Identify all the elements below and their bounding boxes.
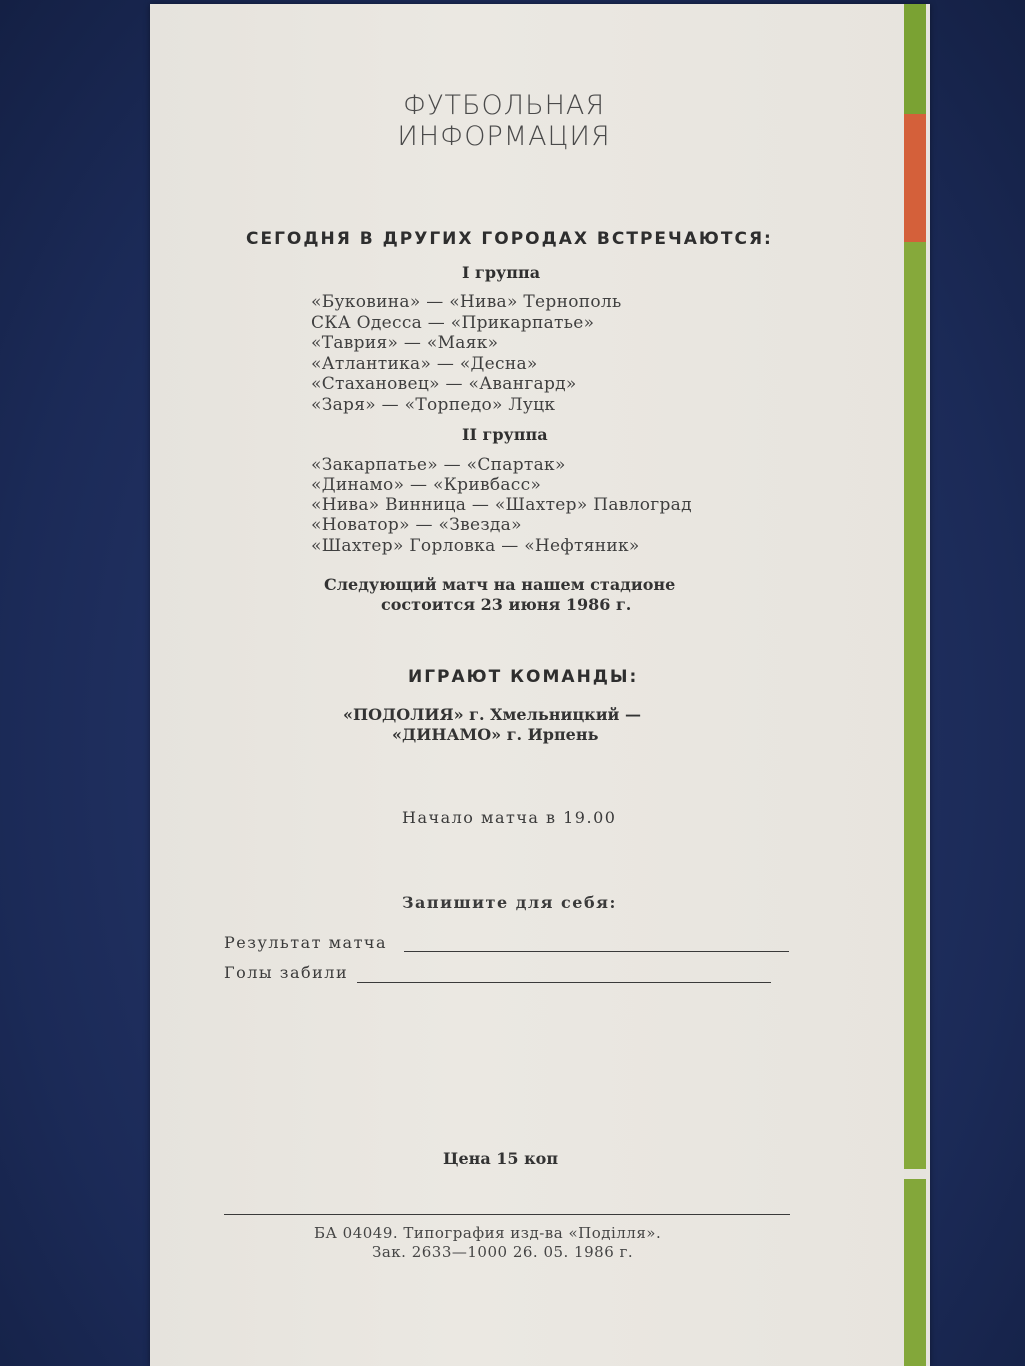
cover-edge-green: [904, 242, 926, 1169]
goals-blank-line: [357, 982, 771, 983]
cover-edge-green-top: [904, 4, 926, 114]
next-match-line-2: состоится 23 июня 1986 г.: [381, 595, 632, 614]
match-item: «Новатор» — «Звезда»: [311, 515, 522, 535]
other-matches-heading: СЕГОДНЯ В ДРУГИХ ГОРОДАХ ВСТРЕЧАЮТСЯ:: [246, 229, 773, 249]
match-item: «Атлантика» — «Десна»: [311, 354, 538, 374]
match-item: «Закарпатье» — «Спартак»: [311, 455, 566, 475]
notes-heading: Запишите для себя:: [402, 893, 617, 912]
imprint-line-1: БА 04049. Типография изд-ва «Поділля».: [314, 1224, 662, 1242]
group-1-title: I группа: [462, 263, 541, 282]
match-item: «Таврия» — «Маяк»: [311, 333, 499, 353]
goals-label: Голы забили: [224, 963, 349, 982]
page-title-line-2: ИНФОРМАЦИЯ: [397, 121, 611, 152]
home-team: «ПОДОЛИЯ» г. Хмельницкий —: [343, 705, 641, 724]
page-title-line-1: ФУТБОЛЬНАЯ: [402, 90, 606, 121]
next-match-line-1: Следующий матч на нашем стадионе: [324, 575, 676, 594]
teams-heading: ИГРАЮТ КОМАНДЫ:: [408, 667, 639, 687]
match-item: «Динамо» — «Кривбасс»: [311, 475, 542, 495]
match-item: СКА Одесса — «Прикарпатье»: [311, 313, 595, 333]
imprint-line-2: Зак. 2633—1000 26. 05. 1986 г.: [372, 1243, 634, 1261]
away-team: «ДИНАМО» г. Ирпень: [392, 725, 599, 744]
match-item: «Буковина» — «Нива» Тернополь: [311, 292, 622, 312]
cover-edge-gap: [904, 1169, 926, 1179]
match-item: «Заря» — «Торпедо» Луцк: [311, 395, 556, 415]
match-item: «Стахановец» — «Авангард»: [311, 374, 577, 394]
result-label: Результат матча: [224, 933, 388, 952]
result-blank-line: [404, 951, 789, 952]
match-item: «Нива» Винница — «Шахтер» Павлоград: [311, 495, 692, 515]
price-label: Цена 15 коп: [443, 1149, 559, 1168]
group-2-title: II группа: [462, 425, 548, 444]
kickoff-time: Начало матча в 19.00: [402, 808, 617, 827]
match-item: «Шахтер» Горловка — «Нефтяник»: [311, 536, 640, 556]
cover-edge-green-bottom: [904, 1179, 926, 1366]
imprint-divider: [224, 1214, 790, 1215]
cover-edge-red: [904, 114, 926, 242]
